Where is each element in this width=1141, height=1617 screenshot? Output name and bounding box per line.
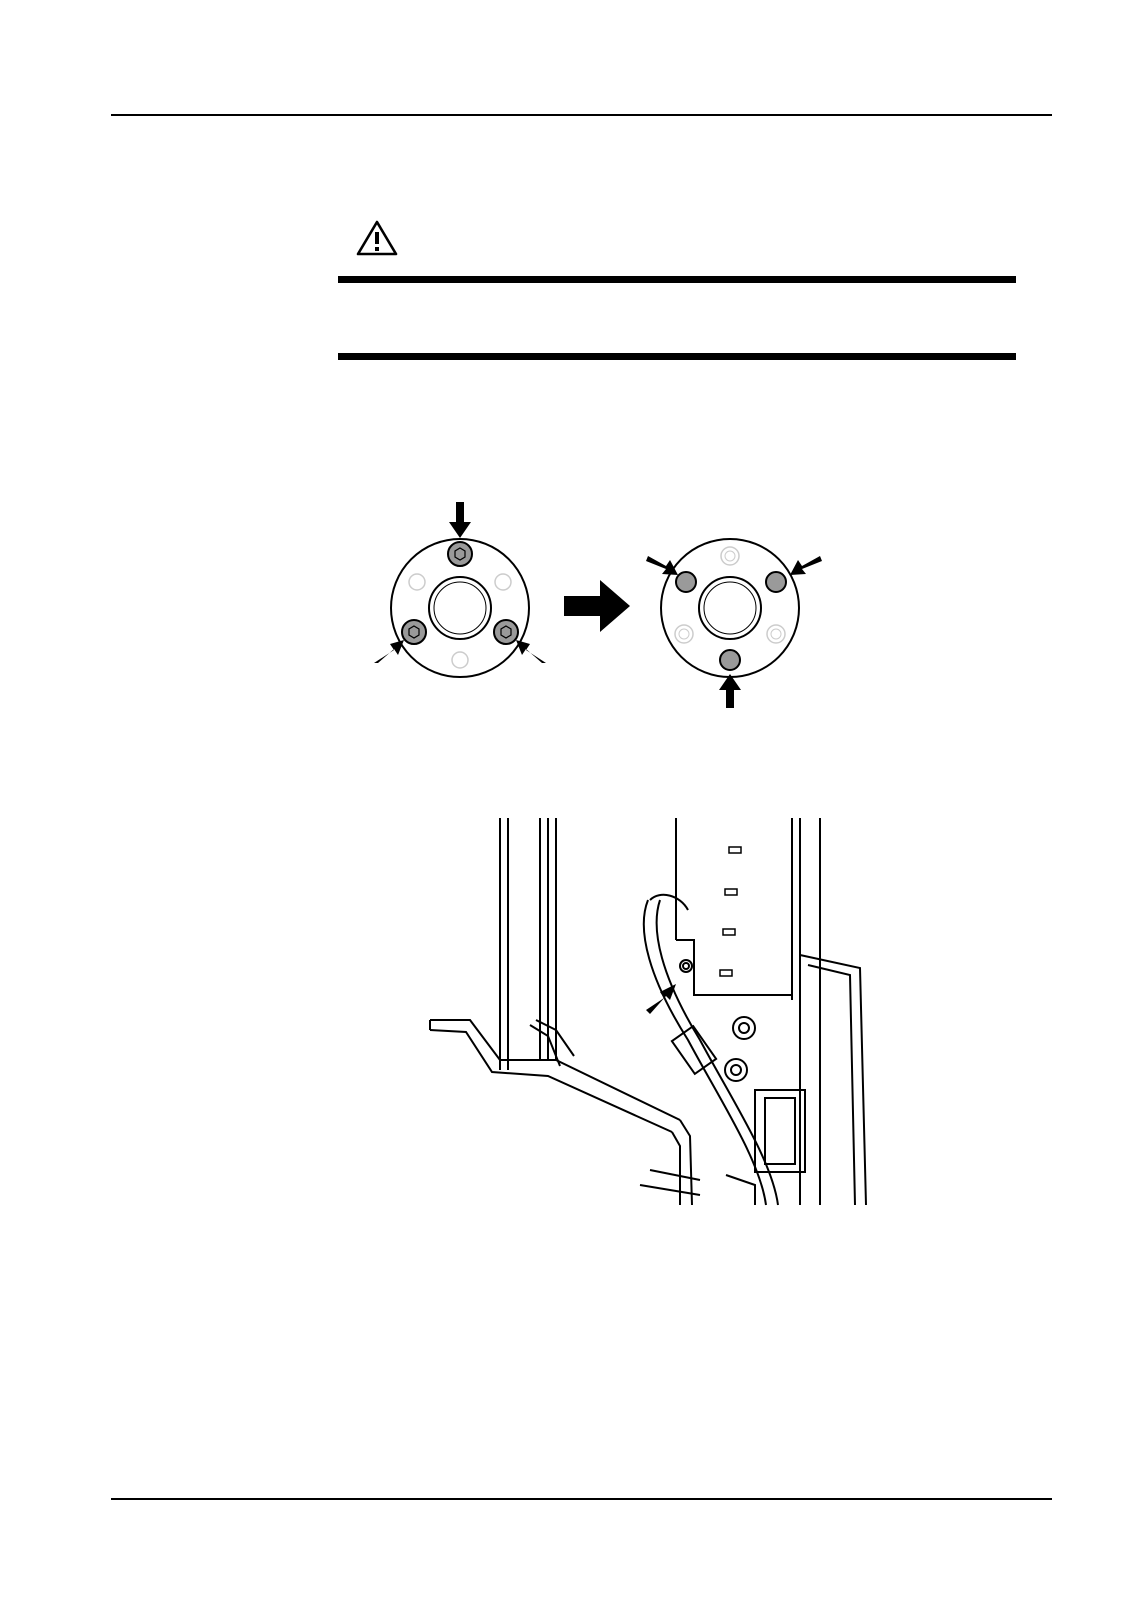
rotate-arrow bbox=[564, 580, 630, 632]
flange-after bbox=[661, 539, 799, 677]
footer-rule bbox=[111, 1498, 1052, 1500]
bolt-pattern-rotation-diagram bbox=[374, 502, 822, 708]
flange-before bbox=[391, 539, 529, 677]
